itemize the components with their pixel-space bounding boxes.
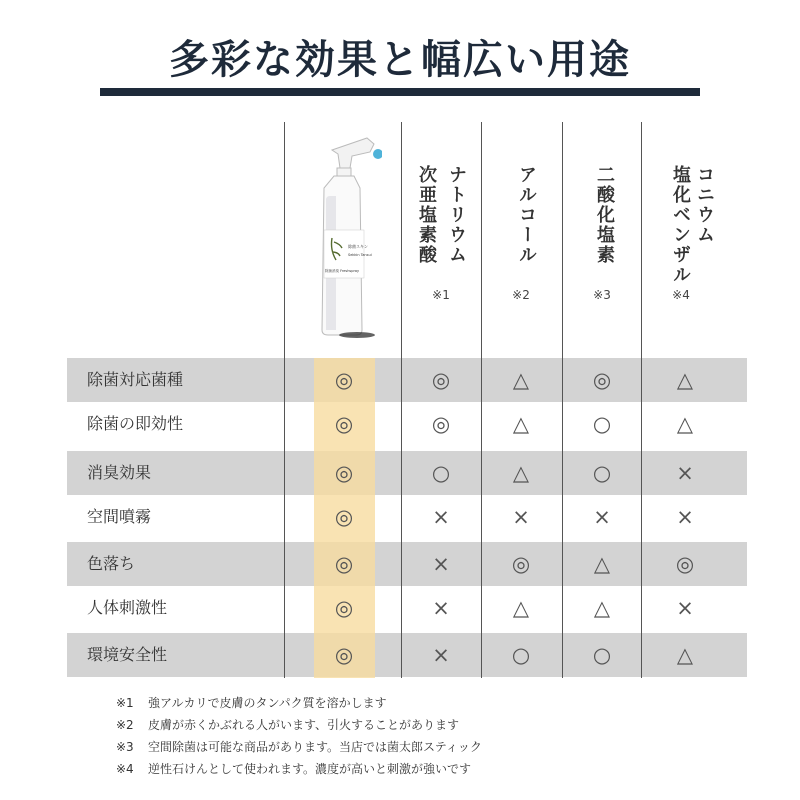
footnote-text: 強アルカリで皮膚のタンパク質を溶かします	[148, 696, 387, 710]
table-cell: ×	[676, 596, 694, 620]
row-label: 消臭効果	[87, 463, 152, 482]
product-cell: ◎	[334, 368, 354, 392]
table-cell: △	[676, 412, 694, 436]
page-title: 多彩な効果と幅広い用途	[169, 37, 631, 83]
column-header-line2: 塩化ベンザル	[670, 165, 691, 285]
footnote	[116, 736, 482, 758]
table-cell: ○	[592, 412, 612, 436]
table-cell: △	[593, 552, 611, 576]
row-label: 除菌の即効性	[87, 414, 184, 433]
column-header-line2: 次亜塩素酸	[416, 165, 437, 265]
column-header-line1: アルコール	[516, 165, 537, 265]
table-cell: ×	[676, 505, 694, 529]
footnote-mark: ※2	[116, 718, 134, 732]
table-cell: ○	[431, 461, 451, 485]
title-underline	[100, 88, 700, 96]
table-cell: ○	[511, 643, 531, 667]
column-header-line1: ナトリウム	[446, 165, 467, 265]
table-cell: ×	[432, 596, 450, 620]
column-ref: ※2	[512, 288, 530, 302]
table-cell: △	[512, 412, 530, 436]
row-label: 除菌対応菌種	[87, 370, 184, 389]
table-cell: ◎	[511, 552, 531, 576]
footnote-mark: ※1	[116, 696, 134, 710]
footnote-mark: ※3	[116, 740, 134, 754]
table-cell: ◎	[431, 368, 451, 392]
table-cell: ×	[432, 552, 450, 576]
table-cell: △	[676, 368, 694, 392]
footnote-text: 逆性石けんとして使われます。濃度が高いと刺激が強いです	[148, 762, 472, 776]
footnote-mark: ※4	[116, 762, 134, 776]
table-cell: △	[676, 643, 694, 667]
table-cell: ×	[512, 505, 530, 529]
footnote-text: 皮膚が赤くかぶれる人がいます、引火することがあります	[148, 718, 460, 732]
table-cell: △	[512, 596, 530, 620]
column-header-line1: コニウム	[694, 165, 715, 245]
table-cell: ○	[592, 461, 612, 485]
row-label: 色落ち	[87, 554, 136, 573]
table-cell: ×	[593, 505, 611, 529]
table-cell: ×	[676, 461, 694, 485]
footnote	[116, 758, 482, 780]
column-ref: ※1	[432, 288, 450, 302]
footnote	[116, 714, 482, 736]
row-label: 空間噴霧	[87, 507, 152, 526]
table-cell: △	[593, 596, 611, 620]
product-cell: ◎	[334, 552, 354, 576]
table-cell: ◎	[675, 552, 695, 576]
table-cell: ◎	[592, 368, 612, 392]
product-label-bottom: 除菌消臭 Freshspray	[325, 269, 360, 273]
product-bottle-image	[312, 130, 382, 340]
product-cell: ◎	[334, 461, 354, 485]
table-cell: ○	[592, 643, 612, 667]
product-cell: ◎	[334, 643, 354, 667]
row-label: 人体刺激性	[87, 598, 168, 617]
footnote-text: 空間除菌は可能な商品があります。当店では菌太郎スティック	[148, 740, 482, 754]
table-cell: ×	[432, 505, 450, 529]
table-cell: △	[512, 368, 530, 392]
footnote	[116, 692, 482, 714]
table-cell: ×	[432, 643, 450, 667]
footnotes	[116, 692, 482, 780]
product-cell: ◎	[334, 412, 354, 436]
table-cell: ◎	[431, 412, 451, 436]
row-label: 環境安全性	[87, 645, 168, 664]
product-cell: ◎	[334, 596, 354, 620]
column-ref: ※4	[672, 288, 690, 302]
product-label-top: 除菌スキン	[348, 244, 368, 249]
column-header-line1: 二酸化塩素	[594, 165, 615, 265]
table-cell: △	[512, 461, 530, 485]
column-divider	[284, 122, 285, 678]
product-cell: ◎	[334, 505, 354, 529]
product-label-sub: Sekkin Tansui	[348, 253, 372, 257]
column-ref: ※3	[593, 288, 611, 302]
